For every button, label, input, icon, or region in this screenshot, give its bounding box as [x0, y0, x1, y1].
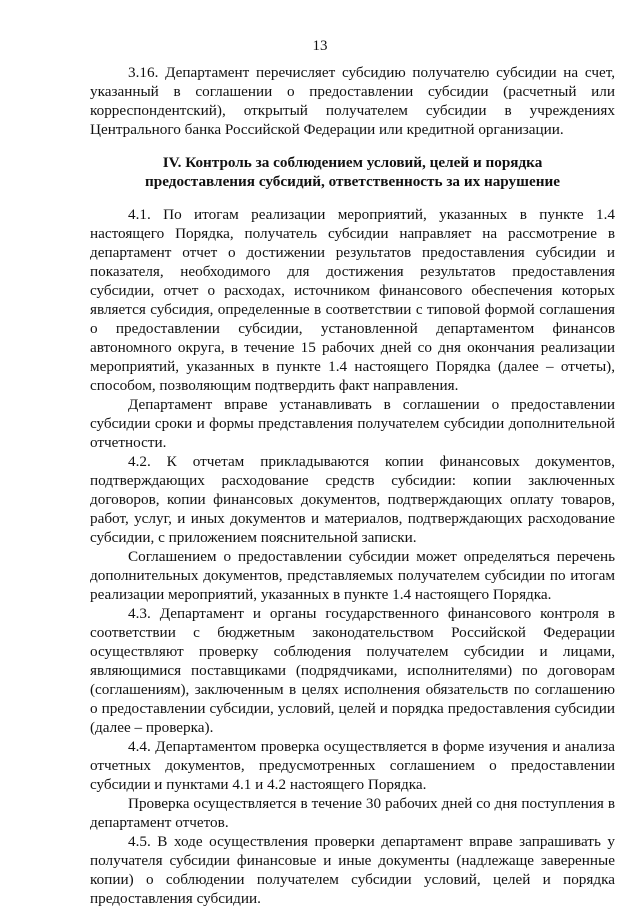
paragraph-4-2-additional-documents: Соглашением о предоставлении субсидии может определяться перечень дополнительных документов, представляемых получателем субсидии по итогам реализации мероприятий, указанных в пункте 1.4 настоящего Порядка. — [90, 548, 615, 603]
paragraph-4-2: 4.2. К отчетам прикладываются копии финансовых документов, подтверждающих расходование средств субсидии: копии заключенных договоров, копии финансовых документов, подтверждающих оплату товаров, работ, услуг, и иных документов и материалов, подтверждающих расходование субсидии, с приложением пояснительной записки. — [90, 453, 615, 546]
document-body — [90, 63, 615, 908]
section-heading-line-2: предоставления субсидий, ответственность за их нарушение — [145, 173, 560, 190]
paragraph-3-16: 3.16. Департамент перечисляет субсидию получателю субсидии на счет, указанный в соглашении о предоставлении субсидии (расчетный или корреспондентский), открытый получателем субсидии в учреждениях Центрального банка Российской Федерации или кредитной организации. — [90, 64, 615, 138]
paragraph-4-4-term: Проверка осуществляется в течение 30 рабочих дней со дня поступления в департамент отчетов. — [90, 795, 615, 831]
paragraph-4-3: 4.3. Департамент и органы государственного финансового контроля в соответствии с бюджетным законодательством Российской Федерации осуществляют проверку соблюдения получателем субсидии и лицами, являющимися поставщиками (подрядчиками, исполнителями) по договорам (соглашениям), заключенным в целях исполнения обязательств по соглашению о предоставлении субсидии, условий, целей и порядка предоставления субсидии (далее – проверка). — [90, 605, 615, 736]
page-number: 13 — [312, 38, 328, 54]
paragraph-4-1: 4.1. По итогам реализации мероприятий, указанных в пункте 1.4 настоящего Порядка, получатель субсидии направляет на рассмотрение в департамент отчет о достижении результатов предоставления субсидии и показателя, необходимого для достижения результатов предоставления субсидии, отчет о расходах, источником финансового обеспечения которых является субсидия, определенные в соответствии с типовой формой соглашения о предоставлении субсидии, установленной департаментом финансов автономного округа, в течение 15 рабочих дней со дня окончания реализации мероприятий, указанных в пункте 1.4 настоящего Порядка (далее – отчеты), способом, позволяющим подтвердить факт направления. — [90, 206, 615, 394]
paragraph-4-5: 4.5. В ходе осуществления проверки департамент вправе запрашивать у получателя субсидии финансовые и иные документы (надлежаще заверенные копии) о соблюдении получателем субсидии условий, целей и порядка предоставления субсидии. — [90, 833, 615, 907]
section-heading-line-1: IV. Контроль за соблюдением условий, целей и порядка — [162, 154, 543, 171]
paragraph-4-4: 4.4. Департаментом проверка осуществляется в форме изучения и анализа отчетных документов, предусмотренных соглашением о предоставлении субсидии и пунктами 4.1 и 4.2 настоящего Порядка. — [90, 738, 615, 793]
paragraph-4-1-additional-reporting: Департамент вправе устанавливать в соглашении о предоставлении субсидии сроки и формы представления получателем субсидии дополнительной отчетности. — [90, 396, 615, 451]
section-heading — [90, 153, 615, 191]
